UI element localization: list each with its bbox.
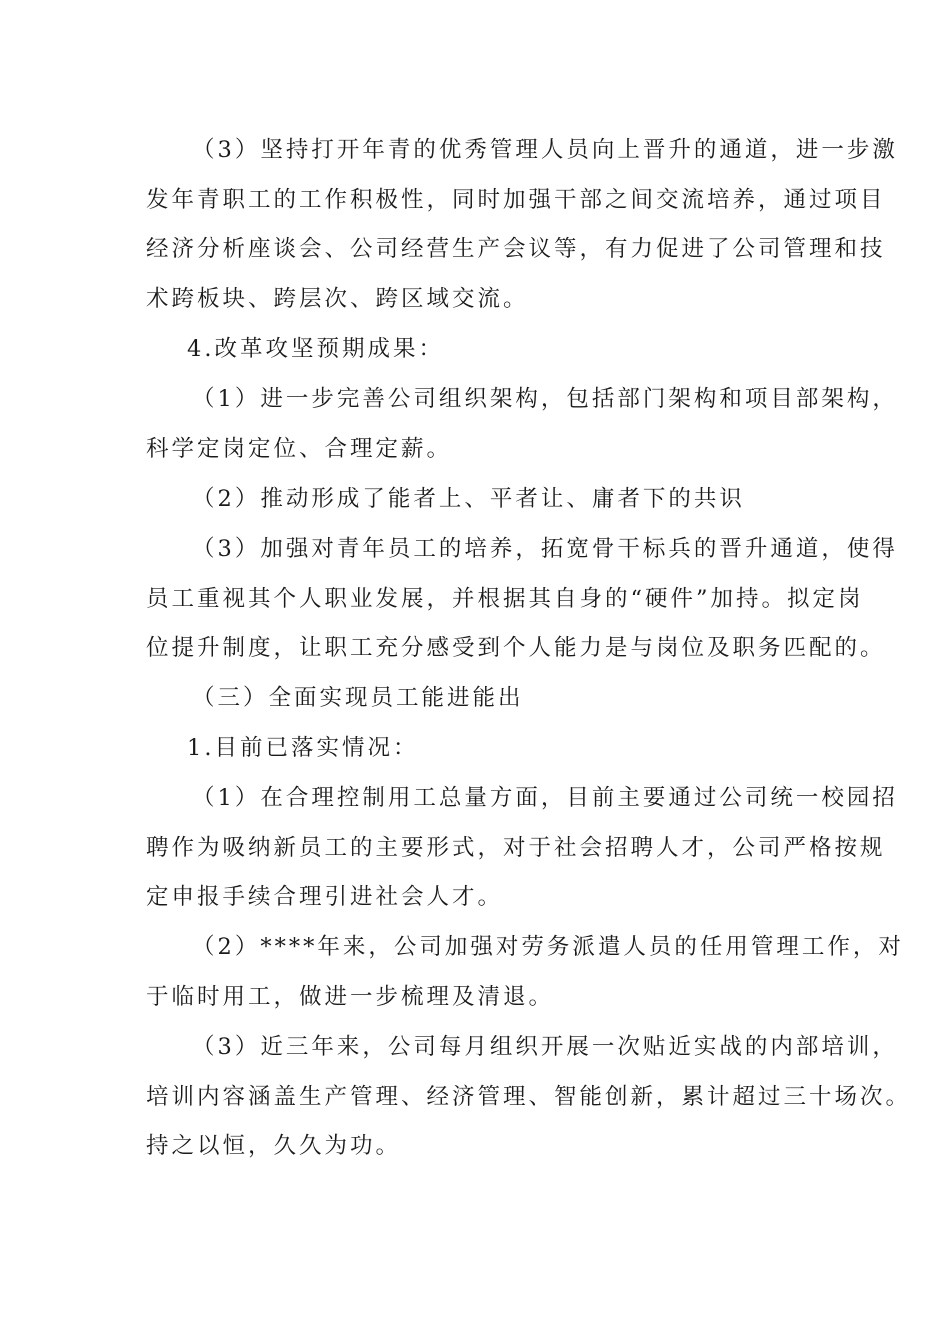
paragraph-line: 术跨板块、跨层次、跨区域交流。 <box>146 286 529 312</box>
paragraph-line: 定申报手续合理引进社会人才。 <box>146 884 504 910</box>
section-heading: （三）全面实现员工能进能出 <box>192 685 524 711</box>
section-heading: 1.目前已落实情况： <box>187 735 419 761</box>
paragraph-line: （3）近三年来，公司每月组织开展一次贴近实战的内部培训， <box>192 1034 898 1060</box>
paragraph-line: 发年青职工的工作积极性，同时加强干部之间交流培养，通过项目 <box>146 187 886 213</box>
paragraph-line: 位提升制度，让职工充分感受到个人能力是与岗位及职务匹配的。 <box>146 635 886 661</box>
paragraph-line: 经济分析座谈会、公司经营生产会议等，有力促进了公司管理和技 <box>146 236 886 262</box>
paragraph-line: （1）在合理控制用工总量方面，目前主要通过公司统一校园招 <box>192 785 898 811</box>
paragraph-line: 于临时用工，做进一步梳理及清退。 <box>146 984 555 1010</box>
paragraph-line: 培训内容涵盖生产管理、经济管理、智能创新，累计超过三十场次。 <box>146 1084 912 1110</box>
paragraph-line: （1）进一步完善公司组织架构，包括部门架构和项目部架构， <box>192 386 898 412</box>
paragraph-line: 科学定岗定位、合理定薪。 <box>146 436 453 462</box>
paragraph-line: （2）推动形成了能者上、平者让、庸者下的共识 <box>192 486 745 512</box>
paragraph-line: 持之以恒，久久为功。 <box>146 1133 402 1159</box>
paragraph-line: 员工重视其个人职业发展，并根据其自身的“硬件”加持。拟定岗 <box>146 586 864 612</box>
paragraph-line: 聘作为吸纳新员工的主要形式，对于社会招聘人才，公司严格按规 <box>146 835 886 861</box>
paragraph-line: （3）加强对青年员工的培养，拓宽骨干标兵的晋升通道，使得 <box>192 536 898 562</box>
paragraph-line: （3）坚持打开年青的优秀管理人员向上晋升的通道，进一步激 <box>192 137 898 163</box>
section-heading: 4.改革攻坚预期成果： <box>187 336 444 362</box>
paragraph-line: （2）****年来，公司加强对劳务派遣人员的任用管理工作，对 <box>192 934 904 960</box>
